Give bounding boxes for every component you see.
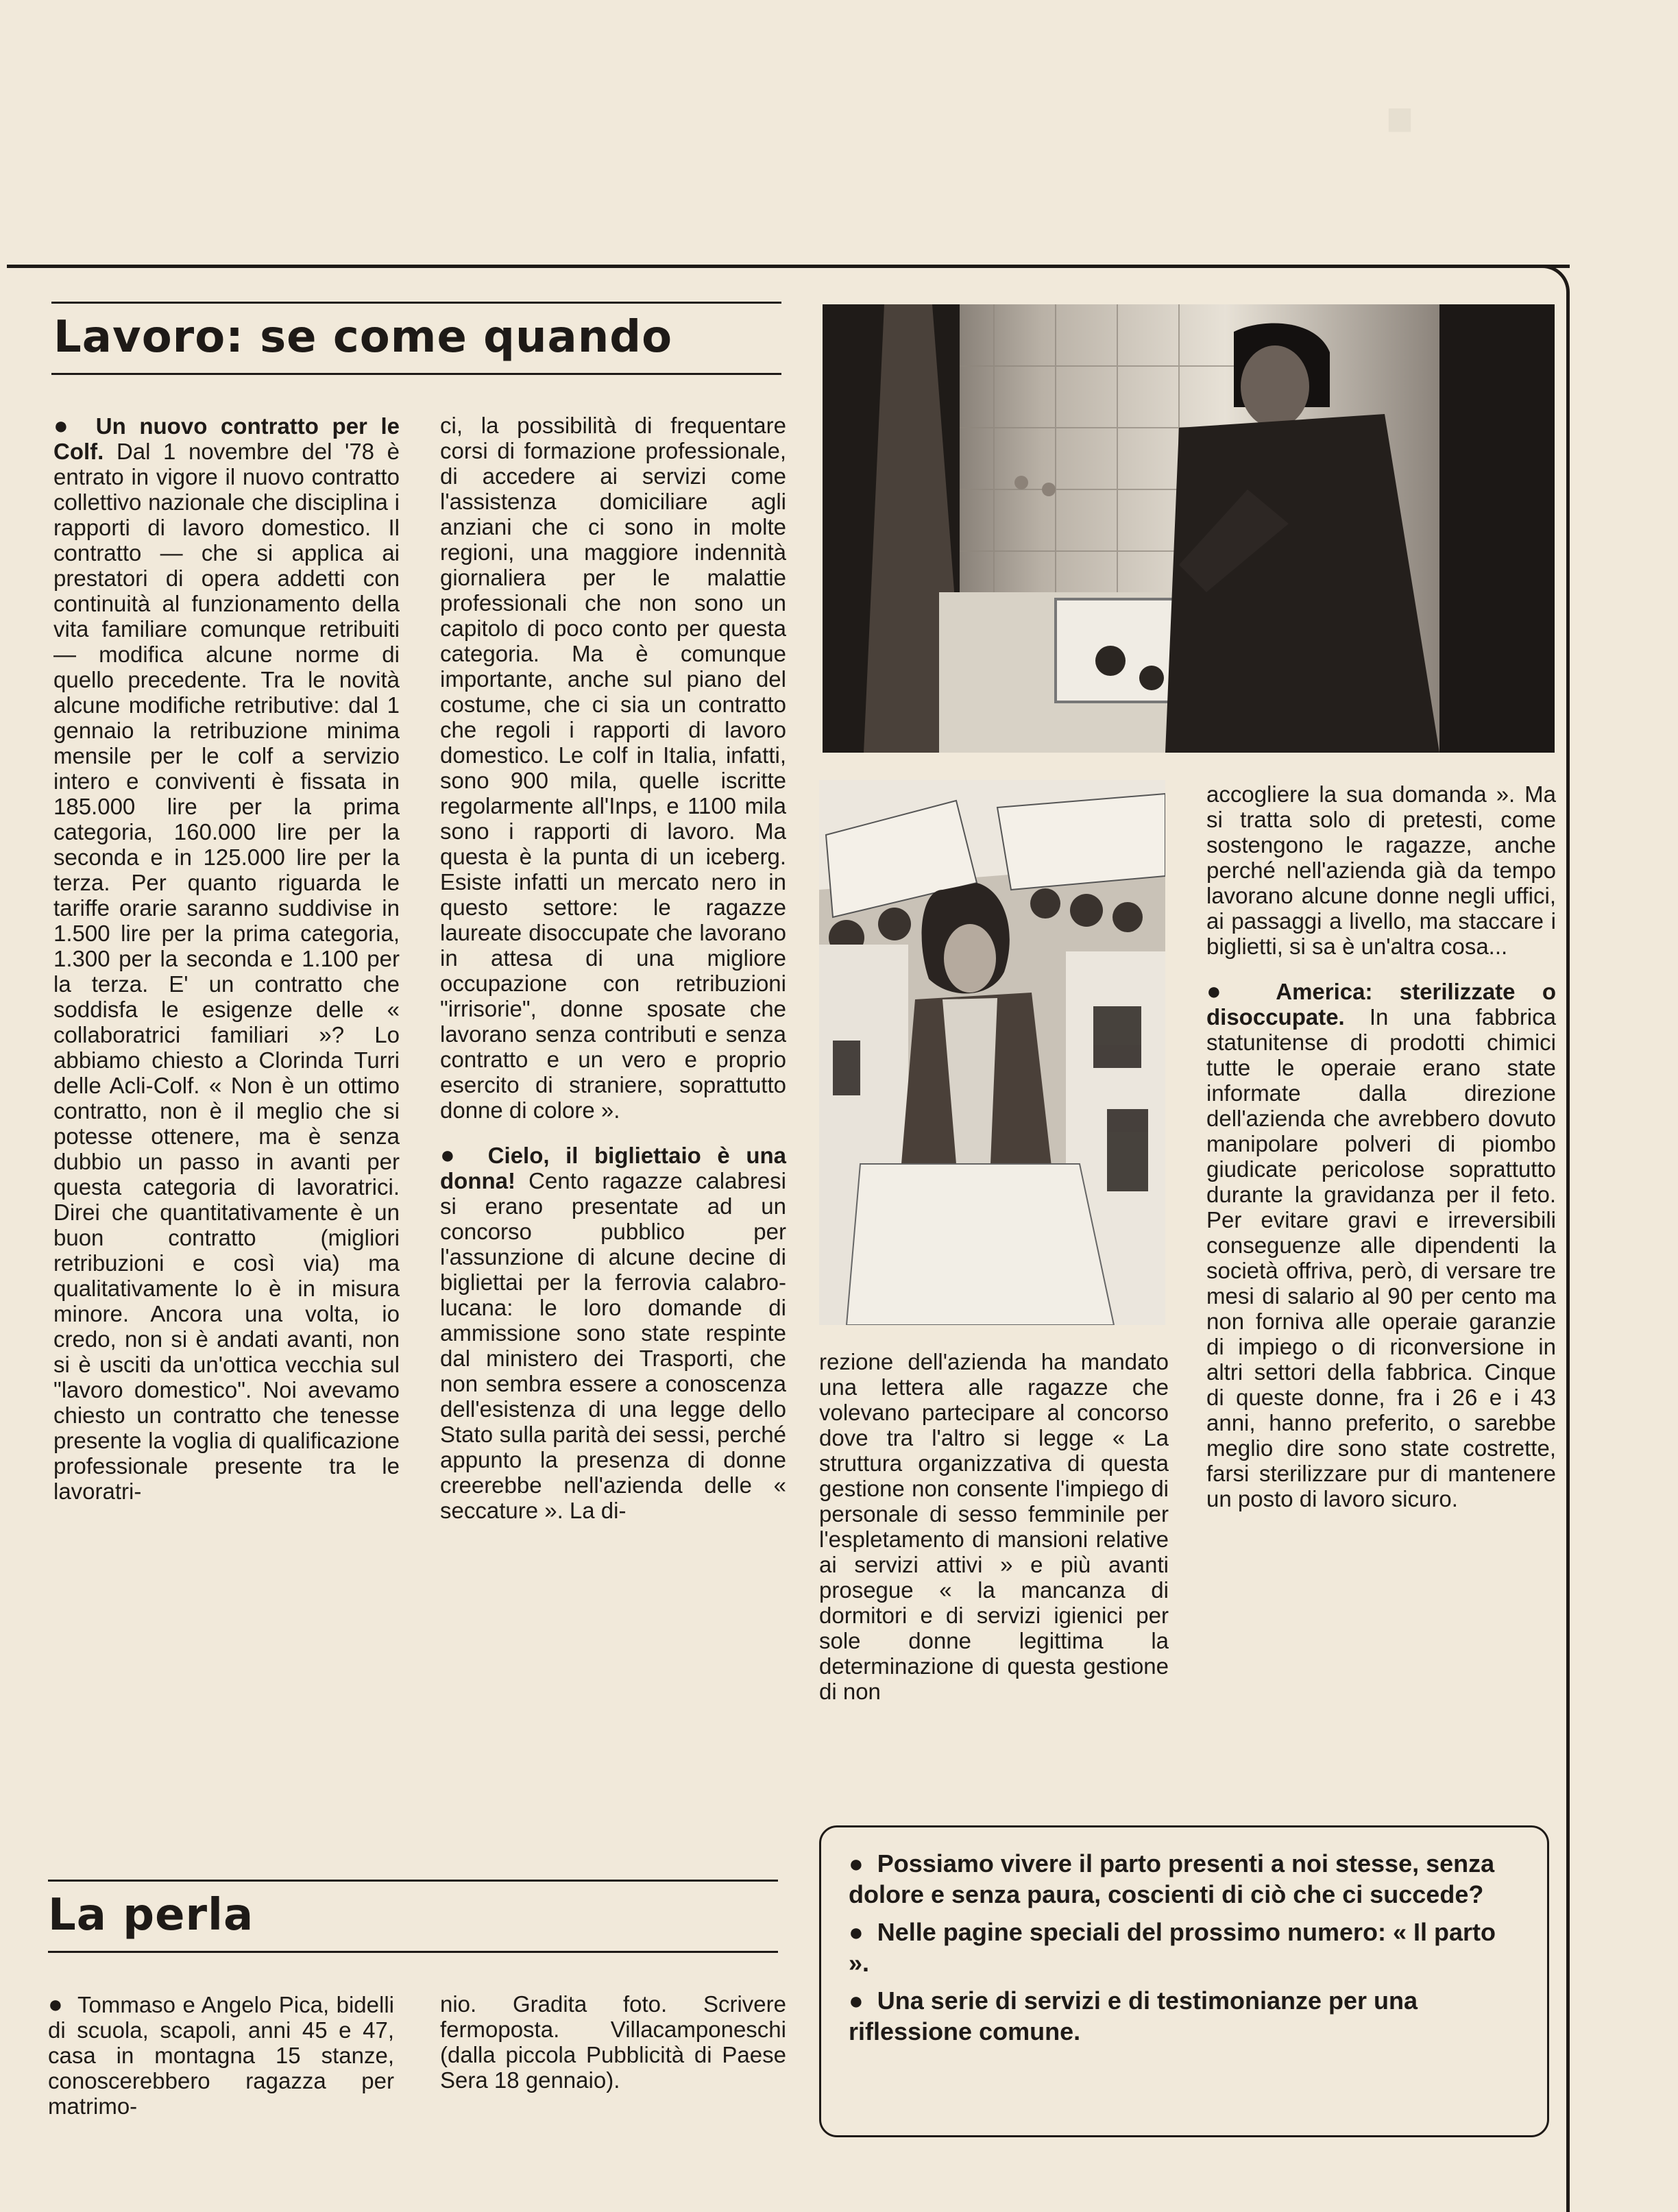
photo-woman-at-sink-image xyxy=(823,304,1555,753)
photo-woman-at-sink xyxy=(823,304,1555,753)
bullet-icon: ● xyxy=(849,1849,864,1877)
column-text: Cento ragazze calabresi si erano presentate ad un concorso pubblico per l'assunzione di alcune decine di bigliettai per la ferrovia calabro-lucana: le loro domande di ammissione sono state respinte dal ministero dei Trasporti, che non sembra essere a conoscenza dell'esistenza di una legge dello Stato sulla parità dei sessi, perché appunto la presenza di donne creerebbe nell'azienda delle « seccature ». La di- xyxy=(440,1168,786,1523)
column-text: In una fabbrica statunitense di prodotti chimici tutte le operaie erano state informate dalla direzione dell'azienda che avrebbero dovuto manipolare polveri di piombo giudicate pericolose soprattutto durante la gravidanza per il feto. Per evitare gravi e irreversibili conseguenze alle dipendenti la società offriva, però, di versare tre mesi di salario al 90 per cento ma non forniva alle operaie garanzie di impiego o di riconversione in altri settori della fabbrica. Cinque di queste donne, fra i 26 e i 43 anni, hanno preferito, o sarebbe meglio dire sono state costrette, farsi sterilizzare pur di mantenere un posto di lavoro sicuro. xyxy=(1206,1004,1556,1511)
show-through-text: · xyxy=(1378,30,1431,206)
section-lead: Un nuovo contratto per le Colf. xyxy=(53,413,400,464)
article-column-3 xyxy=(819,1349,1169,1723)
column-text: ci, la possibilità di frequentare corsi di formazione professionale, di accedere ai servizi come l'assistenza domiciliare agli anziani che ci sono in molte regioni, una maggiore indennità giornaliera per le malattie professionali che non sono un capitolo di poco conto per questa categoria. Ma è comunque importante, anche sul piano del costume, che ci sia un contratto che regoli i rapporti di lavoro domestico. Le colf in Italia, infatti, sono 900 mila, quelle iscritte regolarmente all'Inps, e 1100 mila sono i rapporti di lavoro. Ma questa è la punta di un iceberg. Esiste infatti un mercato nero in questo settore: le ragazze laureate disoccupate che lavorano in attesa di una migliore occupazione con retribuzioni "irrisorie", donne sposate che lavorano senza contributi e senza contratto e un vero e proprio esercito di straniere, soprattutto donne di colore ». xyxy=(440,413,786,1123)
section-lead: America: sterilizzate o disoccupate. xyxy=(1206,979,1557,1030)
page-frame-corner xyxy=(1535,265,1570,299)
promo-text: Possiamo vivere il parto presenti a noi stesse, senza dolore e senza paura, coscienti di ciò che ci succede? xyxy=(849,1849,1495,1908)
photo-demonstration-image xyxy=(819,780,1165,1325)
column-text: rezione dell'azienda ha mandato una lettera alle ragazze che volevano partecipare al concorso dove tra l'altro si legge « La struttura organizzativa di questa gestione non consente l'impiego di personale di sesso femminile per l'espletamento di mansioni relative ai servizi attivi » e più avanti prosegue « la mancanza di dormitori e di servizi igienici per sole donne legittima la determinazione di questa gestione di non xyxy=(819,1349,1169,1704)
promo-item xyxy=(849,1917,1520,1978)
column-text: Tommaso e Angelo Pica, bidelli di scuola, scapoli, anni 45 e 47, casa in montagna 15 stanze, conoscerebbero ragazza per matrimo- xyxy=(48,1992,395,2119)
column-text: Dal 1 novembre del '78 è entrato in vigore il nuovo contratto collettivo nazionale che disciplina i rapporti di lavoro domestico. Il contratto — che si applica ai prestatori di opera addetti con continuità al funzionamento della vita familiare comunque retribuiti — modifica alcune norme di quello precedente. Tra le novità alcune modifiche retributive: dal 1 gennaio la retribuzione minima mensile per le colf a servizio intero e conviventi è fissata in 185.000 lire per la prima categoria, 160.000 lire per la seconda e in 125.000 lire per la terza. Per quanto riguarda le tariffe orarie saranno suddivise in 1.500 lire per la prima categoria, 1.300 per la seconda e 1.100 per la terza. E' un contratto che soddisfa le esigenze delle « collaboratrici familiari »? Lo abbiamo chiesto a Clorinda Turri delle Acli-Colf. « Non è un ottimo contratto, non è il meglio che si potesse ottenere, ma è senza dubbio un passo in avanti per questa categoria di lavoratrici. Direi che quantitativamente è un buon contratto (migliori retribuzioni e così via) ma qualitativamente lo è in misura minore. Ancora una volta, io credo, non si è andati avanti, non si è usciti da un'ottica vecchia sul "lavoro domestico". Noi avevamo chiesto un contratto che tenesse presente la voglia di qualificazione professionale presente tra le lavoratri- xyxy=(53,439,400,1504)
article-column-1 xyxy=(53,413,400,1523)
page-frame-right xyxy=(1566,295,1570,2212)
article-column-2 xyxy=(440,413,786,1542)
page-frame-top xyxy=(7,265,1570,268)
perla-column-1 xyxy=(48,1991,394,2138)
promo-item xyxy=(849,1985,1520,2047)
photo-demonstration xyxy=(819,780,1165,1325)
headline-rule-bottom xyxy=(51,373,781,375)
perla-rule-bottom xyxy=(48,1951,778,1953)
section-lead: Cielo, il bigliettaio è una donna! xyxy=(440,1143,786,1193)
promo-text: Una serie di servizi e di testimonianze per una riflessione comune. xyxy=(849,1986,1418,2045)
perla-rule-top xyxy=(48,1880,778,1882)
perla-title: La perla xyxy=(48,1890,254,1941)
next-issue-box xyxy=(819,1825,1549,2137)
perla-column-2 xyxy=(440,1991,786,2112)
promo-item xyxy=(849,1848,1520,1910)
bullet-icon: ● xyxy=(48,1990,64,2018)
bullet-icon: ● xyxy=(849,1918,864,1946)
bullet-icon: ● xyxy=(1206,977,1242,1005)
bullet-icon: ● xyxy=(53,411,76,439)
bullet-icon: ● xyxy=(849,1986,864,2015)
article-title: Lavoro: se come quando xyxy=(53,312,673,363)
bullet-icon: ● xyxy=(440,1141,465,1169)
promo-text: Nelle pagine speciali del prossimo numero: « Il parto ». xyxy=(849,1918,1496,1977)
article-column-4 xyxy=(1206,781,1556,1531)
headline-rule-top xyxy=(51,302,781,304)
column-text: nio. Gradita foto. Scrivere fermoposta. Villacamponeschi (dalla piccola Pubblicità di Paese Sera 18 gennaio). xyxy=(440,1991,786,2093)
column-text: accogliere la sua domanda ». Ma si tratta solo di pretesti, come sostengono le ragazze, anche perché nell'azienda già da tempo lavorano alcune donne negli uffici, ai passaggi a livello, ma staccare i biglietti, si sa è un'altra cosa... xyxy=(1206,781,1556,959)
